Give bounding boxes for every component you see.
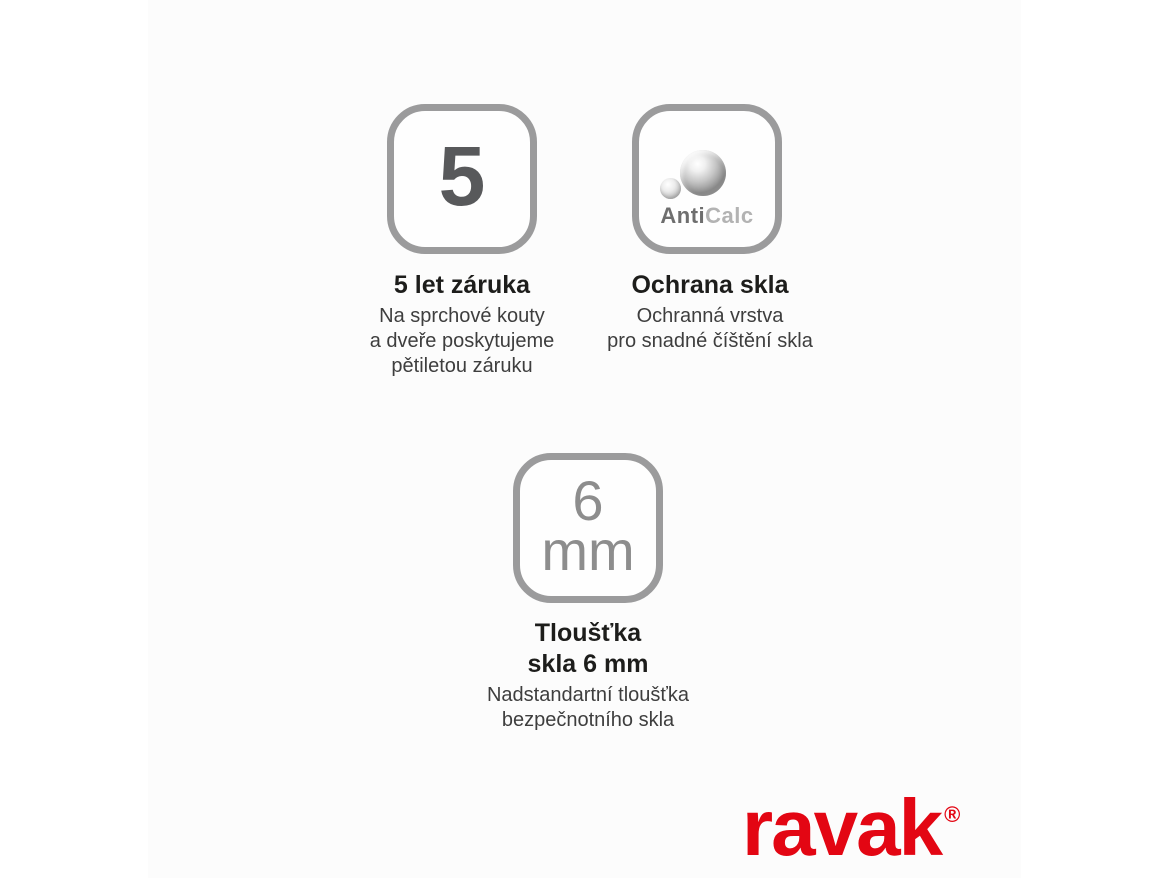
registered-trademark-icon: ® (944, 802, 961, 827)
feature-anticalc (585, 270, 835, 354)
anticalc-badge-icon (632, 104, 782, 254)
anticalc-wordmark-calc: Calc (705, 203, 754, 228)
feature-description-line: Nadstandartní tloušťka (486, 684, 690, 706)
bubble-small-icon (660, 178, 681, 199)
glass-thickness-value: 6 (572, 469, 604, 532)
feature-description-line: pro snadné číštění skla (607, 330, 813, 352)
feature-title-line: Tloušťka (534, 619, 642, 647)
image-panel-background (148, 0, 1021, 878)
feature-warranty (342, 270, 582, 379)
feature-description-line: Ochranná vrstva (636, 305, 784, 327)
feature-description-line: a dveře poskytujeme (369, 330, 555, 352)
feature-description-line: pětiletou záruku (391, 355, 533, 377)
bubble-large-icon (680, 150, 726, 196)
feature-title: Ochrana skla (631, 271, 789, 299)
glass-thickness-unit: mm (541, 519, 635, 582)
feature-title: 5 let záruka (393, 271, 531, 299)
warranty-badge-number: 5 (438, 129, 486, 223)
feature-title-line: skla 6 mm (527, 650, 649, 678)
ravak-logo-text: ravak (742, 783, 942, 872)
feature-description-line: bezpečnotního skla (501, 709, 675, 731)
ravak-logo (742, 783, 961, 872)
anticalc-wordmark (639, 205, 775, 227)
glass-thickness-badge-label (541, 469, 635, 582)
anticalc-wordmark-anti: Anti (660, 203, 706, 228)
warranty-badge-icon (387, 104, 537, 254)
glass-thickness-badge-icon (513, 453, 663, 603)
feature-description-line: Na sprchové kouty (379, 305, 545, 327)
feature-glass-thickness (443, 618, 733, 733)
